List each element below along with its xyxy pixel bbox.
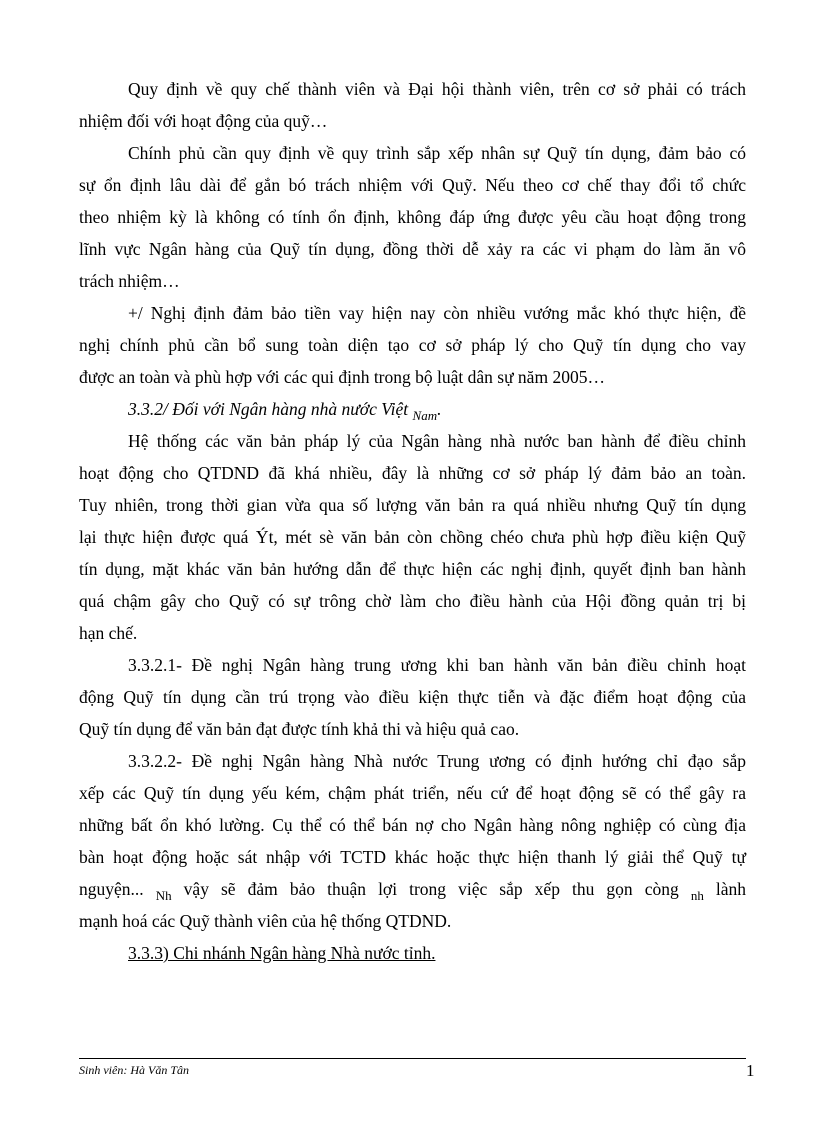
paragraph-block-2 xyxy=(79,425,746,873)
text-line: nghị chính phủ cần bổ sung toàn diện tạo cơ sở pháp lý cho Quỹ tín dụng cho vay xyxy=(79,335,746,355)
text-line: hạn chế. xyxy=(79,623,138,643)
text-line: trách nhiệm… xyxy=(79,271,180,291)
text-line: Tuy nhiên, trong thời gian vừa qua số lượng văn bản ra quá nhiều nhưng Quỹ tín dụng xyxy=(79,495,746,515)
text-line: xếp các Quỹ tín dụng yếu kém, chậm phát triển, nếu cứ để hoạt động sẽ có thể gây ra xyxy=(79,783,746,803)
text-line: Chính phủ cần quy định về quy trình sắp xếp nhân sự Quỹ tín dụng, đảm bảo có xyxy=(128,143,746,163)
text-line: lĩnh vực Ngân hàng của Quỹ tín dụng, đồng thời dễ xảy ra các vi phạm do làm ăn vô xyxy=(79,239,746,259)
subscript-1: Nh xyxy=(155,888,172,903)
heading-3-3-3-text: 3.3.3) Chi nhánh Ngân hàng Nhà nước tỉnh. xyxy=(128,943,436,963)
document-body xyxy=(79,73,746,969)
text-line: sự ổn định lâu dài để gắn bó trách nhiệm với Quỹ. Nếu theo cơ chế thay đổi tổ chức xyxy=(79,175,746,195)
heading-main: 3.3.2/ Đối với Ngân hàng nhà nước Việt xyxy=(128,399,409,419)
text-line: nhiệm đối với hoạt động của quỹ… xyxy=(79,111,328,131)
footer-divider xyxy=(79,1058,746,1059)
text-line: Quỹ tín dụng để văn bản đạt được tính khả thi và hiệu quả cao. xyxy=(79,719,520,739)
section-heading-3-3-2 xyxy=(79,393,746,425)
text-line: lại thực hiện được quá Ýt, mét sè văn bản còn chồng chéo chưa phù hợp điều kiện Quỹ xyxy=(79,527,746,547)
subscript-2: nh xyxy=(690,888,704,903)
text-line: mạnh hoá các Quỹ thành viên của hệ thống QTDND. xyxy=(79,911,452,931)
section-heading-3-3-3 xyxy=(79,937,746,969)
text-line: hoạt động cho QTDND đã khá nhiều, đây là những cơ sở pháp lý đảm bảo an toàn. xyxy=(79,463,746,483)
text-line: +/ Nghị định đảm bảo tiền vay hiện nay còn nhiều vướng mắc khó thực hiện, đề xyxy=(128,303,746,323)
text-line: bàn hoạt động hoặc sát nhập với TCTD khác hoặc thực hiện thanh lý giải thể Quỹ tự xyxy=(79,847,746,867)
line-part-b: vậy sẽ đảm bảo thuận lợi trong việc sắp xếp thu gọn còng xyxy=(183,879,679,899)
text-line: Quy định về quy chế thành viên và Đại hội thành viên, trên cơ sở phải có trách xyxy=(128,79,746,99)
heading-tail: . xyxy=(437,399,442,419)
text-line: 3.3.2.2- Đề nghị Ngân hàng Nhà nước Trung ương có định hướng chỉ đạo sắp xyxy=(128,751,746,771)
page-number: 1 xyxy=(746,1061,755,1080)
text-line: quá chậm gây cho Quỹ có sự trông chờ làm cho điều hành của Hội đồng quản trị bị xyxy=(79,591,746,611)
text-line: tín dụng, mặt khác văn bản hướng dẫn để thực hiện các nghị định, quyết định ban hành xyxy=(79,559,746,579)
text-line-with-subscripts xyxy=(79,873,746,905)
text-line: 3.3.2.1- Đề nghị Ngân hàng trung ương khi ban hành văn bản điều chỉnh hoạt xyxy=(128,655,746,675)
line-part-c: lành xyxy=(715,879,747,899)
text-line: theo nhiệm kỳ là không có tính ổn định, không đáp ứng được yêu cầu hoạt động trong xyxy=(79,207,746,227)
line-part-a: nguyện... xyxy=(79,879,144,899)
paragraph-block-1 xyxy=(79,73,746,393)
text-line: được an toàn và phù hợp với các qui định trong bộ luật dân sự năm 2005… xyxy=(79,367,605,387)
text-line: những bất ổn khó lường. Cụ thể có thể bán nợ cho Ngân hàng nông nghiệp có cùng địa xyxy=(79,815,746,835)
text-line: động Quỹ tín dụng cần trú trọng vào điều kiện thực tiễn và đặc điểm hoạt động của xyxy=(79,687,746,707)
heading-subscript: Nam xyxy=(412,408,438,423)
text-line: Hệ thống các văn bản pháp lý của Ngân hàng nhà nước ban hành để điều chỉnh xyxy=(128,431,746,451)
footer-author: Sinh viên: Hà Văn Tân xyxy=(79,1063,189,1077)
